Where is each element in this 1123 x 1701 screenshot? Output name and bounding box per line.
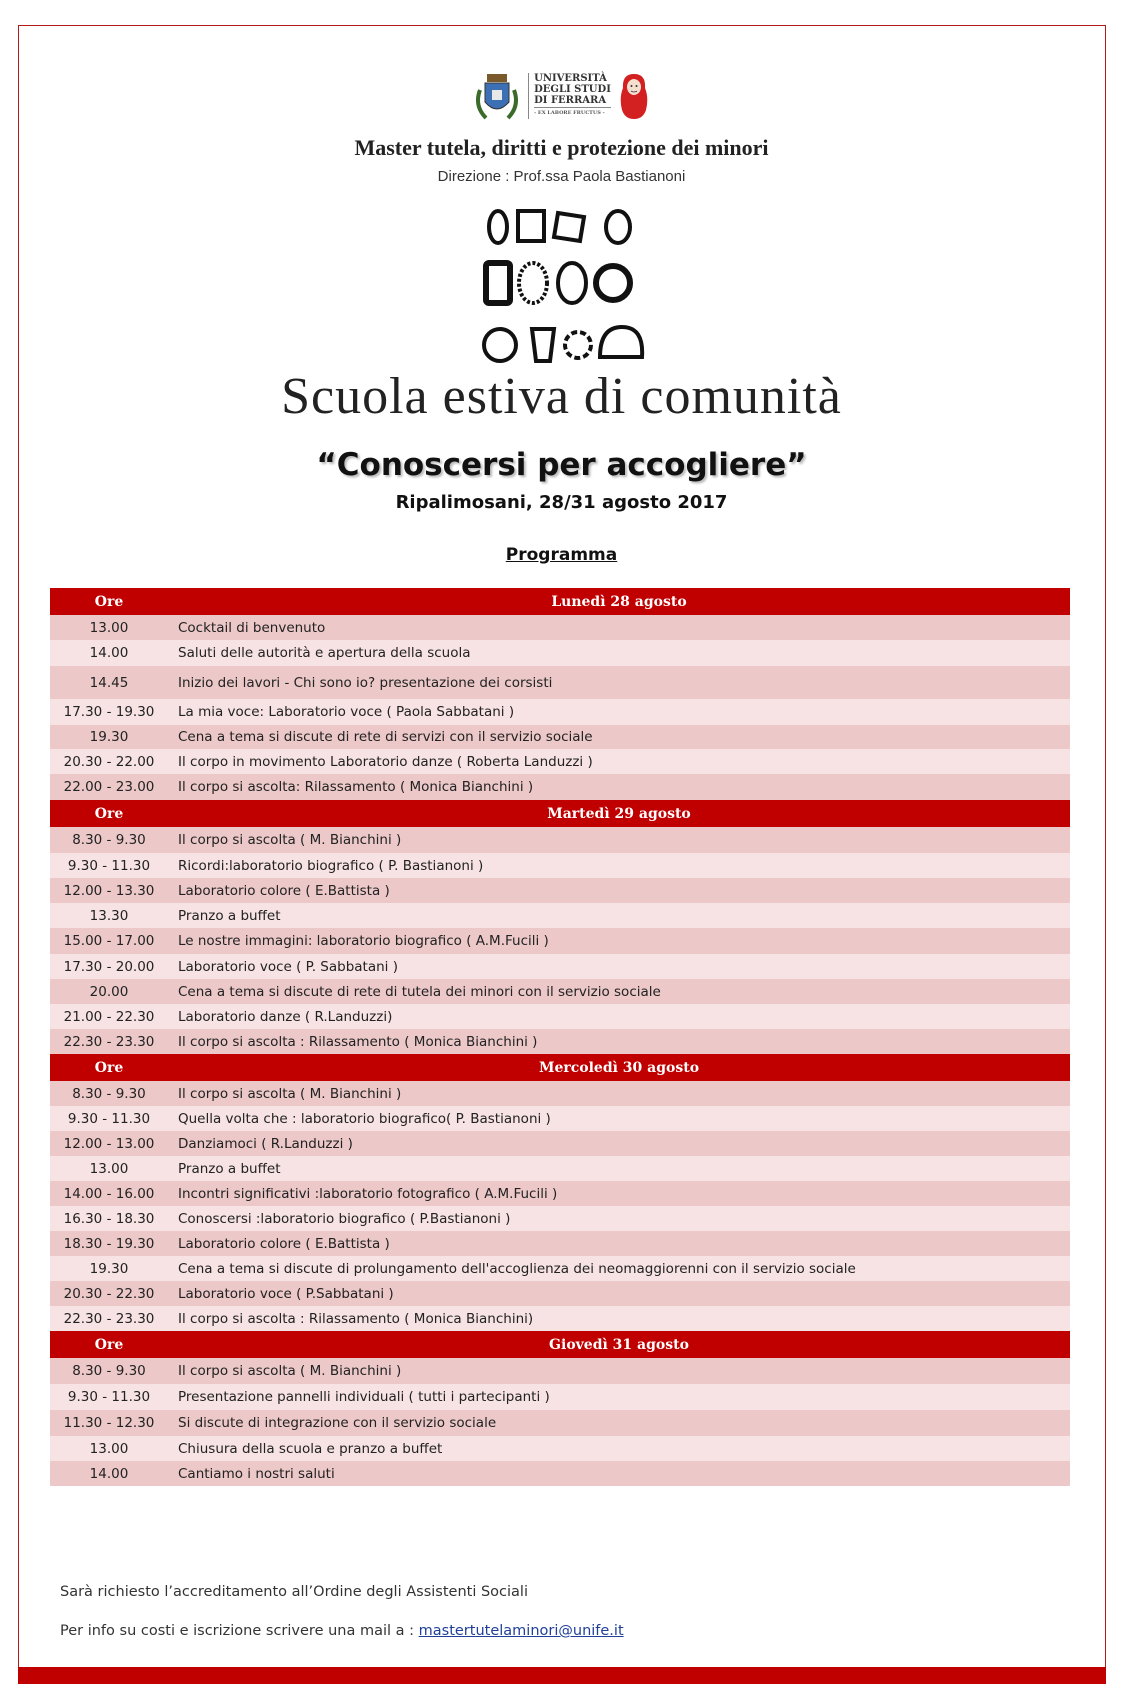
schedule-row: [50, 725, 1070, 749]
schedule-row: [50, 1156, 1070, 1181]
row-time: 8.30 - 9.30: [72, 1363, 146, 1379]
row-activity: Pranzo a buffet: [178, 907, 281, 924]
row-time: 15.00 - 17.00: [63, 933, 155, 949]
university-crest-icon: [474, 70, 520, 122]
time-column-header: Ore: [94, 593, 124, 610]
university-line-3: DI FERRARA: [534, 95, 607, 106]
row-activity: Cantiamo i nostri saluti: [178, 1465, 335, 1482]
row-time: 9.30 - 11.30: [67, 857, 151, 874]
programma-heading: [0, 545, 1123, 565]
row-time: 21.00 - 22.30: [63, 1008, 155, 1025]
master-title: Master tutela, diritti e protezione dei minori: [354, 135, 769, 160]
info-line: [60, 1623, 624, 1639]
row-activity: Il corpo si ascolta : Rilassamento ( Monica Bianchini): [178, 1310, 534, 1327]
schedule-row: [50, 954, 1070, 979]
row-time: 18.30 - 19.30: [63, 1235, 155, 1252]
row-time: 14.00 - 16.00: [63, 1185, 155, 1202]
row-activity: Conoscersi :laboratorio biografico ( P.Bastianoni ): [178, 1210, 511, 1227]
day-title: Lunedì 28 agosto: [551, 593, 687, 610]
row-activity: Laboratorio voce ( P. Sabbatani ): [178, 958, 398, 975]
schedule-row: [50, 1410, 1070, 1436]
row-activity: Pranzo a buffet: [178, 1160, 281, 1177]
schedule-row: [50, 979, 1070, 1004]
schedule-row: [50, 1358, 1070, 1384]
row-activity: Cocktail di benvenuto: [178, 619, 326, 636]
row-time: 16.30 - 18.30: [63, 1210, 155, 1227]
logo-row: [0, 70, 1123, 122]
row-time: 12.00 - 13.30: [63, 882, 155, 899]
row-time: 17.30 - 20.00: [63, 958, 155, 975]
row-activity: Laboratorio voce ( P.Sabbatani ): [178, 1285, 394, 1302]
event-subtitle: “Conoscersi per accogliere”: [316, 447, 807, 483]
matryoshka-logo-icon: [619, 72, 649, 120]
programma-label: Programma: [505, 545, 618, 565]
schedule-row: [50, 640, 1070, 666]
row-activity: Il corpo si ascolta ( M. Bianchini ): [178, 1363, 402, 1379]
schedule-row: [50, 1206, 1070, 1231]
accreditation-note: Sarà richiesto l’accreditamento all’Ordine degli Assistenti Sociali: [60, 1584, 528, 1600]
row-time: 22.00 - 23.00: [63, 779, 155, 795]
row-activity: Si discute di integrazione con il servizio sociale: [178, 1415, 497, 1431]
row-activity: Incontri significativi :laboratorio fotografico ( A.M.Fucili ): [178, 1185, 558, 1202]
row-activity: Il corpo si ascolta ( M. Bianchini ): [178, 1085, 402, 1102]
schedule-row: [50, 1231, 1070, 1256]
row-activity: Cena a tema si discute di rete di servizi con il servizio sociale: [178, 729, 593, 745]
schedule-row: [50, 827, 1070, 853]
row-time: 9.30 - 11.30: [67, 1389, 151, 1405]
row-activity: Il corpo in movimento Laboratorio danze ( Roberta Landuzzi ): [178, 753, 593, 770]
row-time: 19.30: [89, 1260, 129, 1277]
row-time: 17.30 - 19.30: [63, 704, 155, 720]
time-column-header: Ore: [94, 1059, 124, 1076]
schedule-row: [50, 853, 1070, 878]
row-time: 13.30: [89, 907, 129, 924]
schedule-row: [50, 1256, 1070, 1281]
row-activity: Chiusura della scuola e pranzo a buffet: [178, 1440, 443, 1457]
row-time: 11.30 - 12.30: [63, 1415, 155, 1431]
row-activity: Il corpo si ascolta ( M. Bianchini ): [178, 832, 402, 848]
university-line-2: DEGLI STUDI: [534, 84, 611, 95]
schedule-row: [50, 1384, 1070, 1410]
schedule-row: [50, 699, 1070, 725]
schedule-row: [50, 749, 1070, 774]
row-time: 13.00: [89, 619, 129, 636]
day-title: Giovedì 31 agosto: [549, 1336, 689, 1353]
schedule-row: [50, 1131, 1070, 1156]
row-time: 19.30: [89, 729, 129, 745]
row-activity: Cena a tema si discute di prolungamento dell'accoglienza dei neomaggiorenni con il servizio sociale: [178, 1260, 856, 1277]
row-time: 22.30 - 23.30: [63, 1033, 155, 1050]
schedule-row: [50, 878, 1070, 903]
direction-line: Direzione : Prof.ssa Paola Bastianoni: [437, 168, 686, 185]
row-activity: Inizio dei lavori - Chi sono io? presentazione dei corsisti: [178, 674, 553, 691]
row-time: 13.00: [89, 1440, 129, 1457]
row-activity: Le nostre immagini: laboratorio biografico ( A.M.Fucili ): [178, 933, 549, 949]
row-activity: Saluti delle autorità e apertura della scuola: [178, 645, 471, 661]
schedule-row: [50, 928, 1070, 954]
row-time: 12.00 - 13.00: [63, 1135, 155, 1152]
university-motto: - EX LABORE FRUCTUS -: [534, 107, 611, 119]
day-header: [50, 588, 1070, 615]
row-activity: Cena a tema si discute di rete di tutela dei minori con il servizio sociale: [178, 983, 661, 1000]
row-activity: Laboratorio colore ( E.Battista ): [178, 882, 390, 899]
row-activity: Laboratorio colore ( E.Battista ): [178, 1235, 390, 1252]
day-header: [50, 1331, 1070, 1358]
row-time: 20.30 - 22.00: [63, 753, 155, 770]
row-time: 13.00: [89, 1160, 129, 1177]
schedule-row: [50, 774, 1070, 800]
schedule-row: [50, 1461, 1070, 1486]
schedule-row: [50, 1004, 1070, 1029]
email-link[interactable]: mastertutelaminori@unife.it: [418, 1623, 624, 1639]
schedule-row: [50, 1436, 1070, 1461]
schedule-row: [50, 615, 1070, 640]
schedule-row: [50, 666, 1070, 699]
place-date: Ripalimosani, 28/31 agosto 2017: [395, 492, 728, 513]
day-header: [50, 1054, 1070, 1081]
schedule-row: [50, 903, 1070, 928]
schedule-row: [50, 1081, 1070, 1106]
row-time: 22.30 - 23.30: [63, 1310, 155, 1327]
day-header: [50, 800, 1070, 827]
schedule-row: [50, 1181, 1070, 1206]
time-column-header: Ore: [94, 805, 124, 822]
university-line-1: UNIVERSITÀ: [534, 73, 607, 84]
bottom-bar: [18, 1667, 1106, 1684]
row-time: 14.45: [89, 674, 129, 691]
row-activity: Quella volta che : laboratorio biografico( P. Bastianoni ): [178, 1110, 551, 1127]
row-activity: Laboratorio danze ( R.Landuzzi): [178, 1008, 393, 1025]
schedule-row: [50, 1029, 1070, 1054]
row-time: 9.30 - 11.30: [67, 1110, 151, 1127]
row-time: 20.00: [89, 983, 129, 1000]
row-time: 8.30 - 9.30: [72, 1085, 146, 1102]
day-title: Martedì 29 agosto: [547, 805, 691, 822]
row-activity: Il corpo si ascolta : Rilassamento ( Monica Bianchini ): [178, 1033, 538, 1050]
row-time: 14.00: [89, 1465, 129, 1482]
picture-frames-icon: [480, 205, 645, 365]
row-activity: Presentazione pannelli individuali ( tutti i partecipanti ): [178, 1389, 550, 1405]
row-activity: Danziamoci ( R.Landuzzi ): [178, 1135, 353, 1152]
school-title: Scuola estiva di comunità: [281, 368, 842, 425]
row-time: 14.00: [89, 645, 129, 661]
row-activity: Ricordi:laboratorio biografico ( P. Bastianoni ): [178, 857, 484, 874]
schedule-row: [50, 1106, 1070, 1131]
schedule-row: [50, 1281, 1070, 1306]
university-name: [528, 73, 611, 119]
row-activity: Il corpo si ascolta: Rilassamento ( Monica Bianchini ): [178, 779, 534, 795]
row-activity: La mia voce: Laboratorio voce ( Paola Sabbatani ): [178, 704, 515, 720]
row-time: 8.30 - 9.30: [72, 832, 146, 848]
row-time: 20.30 - 22.30: [63, 1285, 155, 1302]
schedule-row: [50, 1306, 1070, 1331]
info-prefix: Per info su costi e iscrizione scrivere una mail a :: [60, 1623, 419, 1639]
time-column-header: Ore: [94, 1336, 124, 1353]
schedule-table: [50, 588, 1070, 1486]
day-title: Mercoledì 30 agosto: [538, 1059, 700, 1076]
